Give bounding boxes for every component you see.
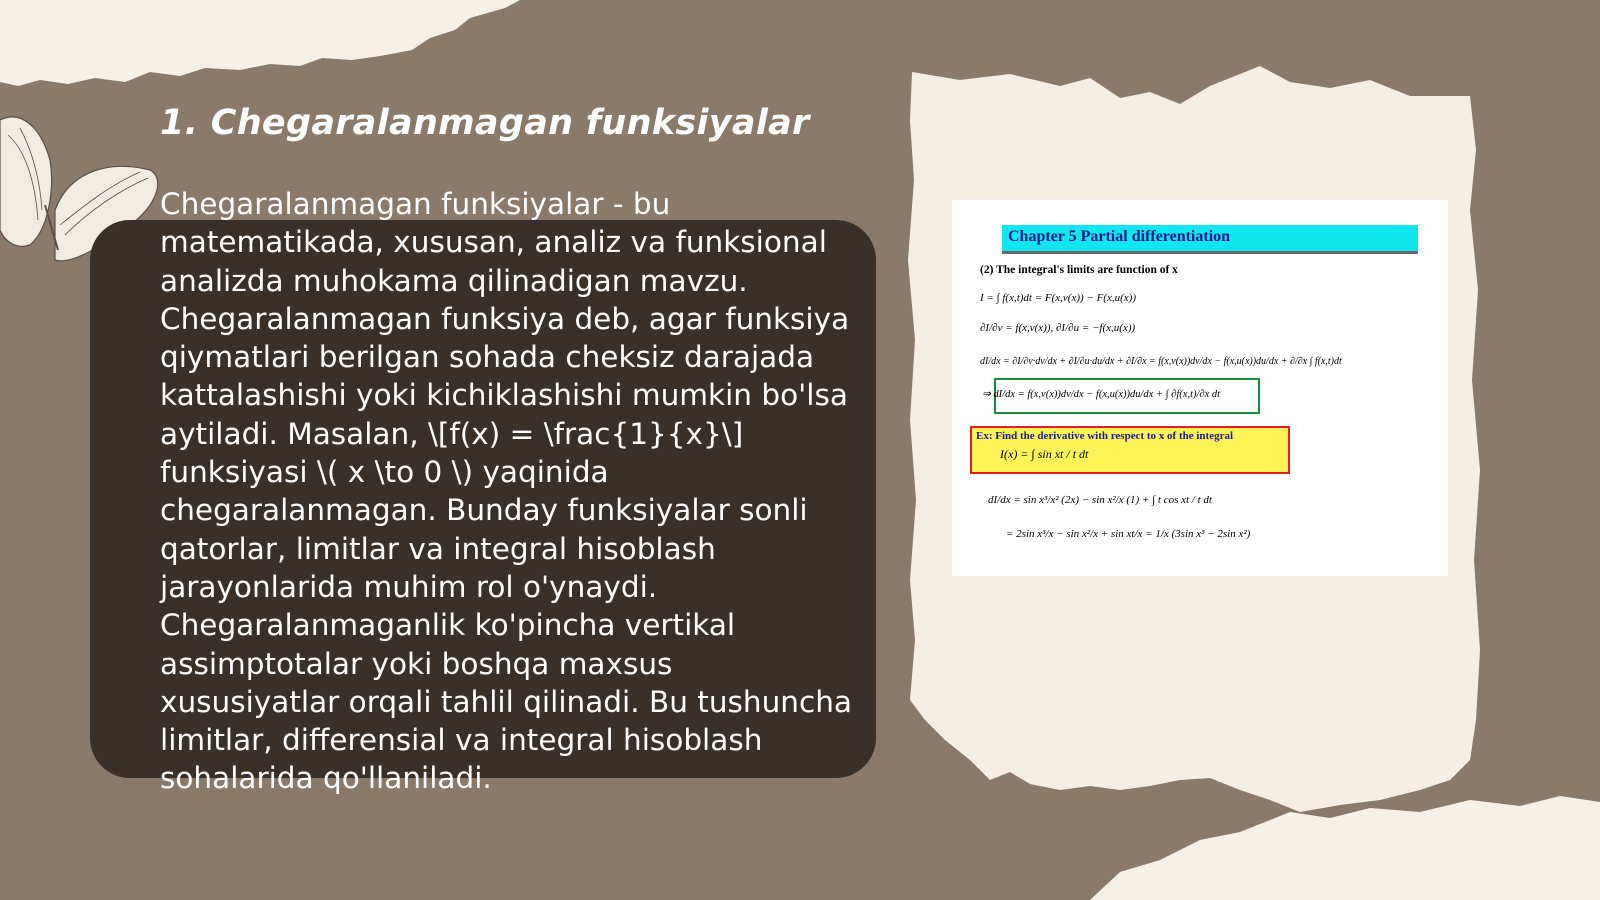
chapter-title: Chapter 5 Partial differentiation bbox=[1008, 228, 1231, 245]
chapter-banner bbox=[1002, 225, 1418, 254]
solution-line-1: dI/dx = sin x³/x² (2x) − sin x²/x (1) + ∫ t cos xt / t dt bbox=[988, 494, 1212, 506]
solution-line-2: = 2sin x³/x − sin x²/x + sin xt/x = 1/x (3sin x³ − 2sin x²) bbox=[1006, 528, 1251, 540]
equation-4: ⇒ dI/dx = f(x,v(x))dv/dx − f(x,u(x))du/dx + ∫ ∂f(x,t)/∂x dt bbox=[982, 389, 1221, 400]
example-equation: I(x) = ∫ sin xt / t dt bbox=[1000, 447, 1089, 461]
example-box bbox=[970, 426, 1290, 474]
equation-2: ∂I/∂v = f(x,v(x)), ∂I/∂u = −f(x,u(x)) bbox=[980, 322, 1136, 334]
equation-3: dI/dx = ∂I/∂v·dv/dx + ∂I/∂u·du/dx + ∂I/∂x = f(x,v(x))dv/dx − f(x,u(x))du/dx + ∂/∂x ∫ f(x,t)dt bbox=[980, 356, 1342, 367]
math-slide-image bbox=[952, 200, 1448, 576]
slide-body-text: Chegaralanmagan funksiyalar - bu matematikada, xususan, analiz va funksional analizda muhokama qilinadigan mavzu. Chegaralanmagan funksiya deb, agar funksiya qiymatlari berilgan sohada cheksiz darajada kattalashishi yoki kichiklashishi mumkin bo'lsa aytiladi. Masalan, \[f(x) = \frac{1}{x}\] funksiyasi \( x \to 0 \) yaqinida chegaralanmagan. Bunday funksiyalar sonli qatorlar, limitlar va integral hisoblash jarayonlarida muhim rol o'ynaydi. Chegaralanmaganlik ko'pincha vertikal assimptotalar yoki boshqa maxsus xususiyatlar orqali tahlil qilinadi. Bu tushuncha limitlar, differensial va integral hisoblash sohalarida qo'llaniladi. bbox=[160, 187, 852, 796]
equation-1: I = ∫ f(x,t)dt = F(x,v(x)) − F(x,u(x)) bbox=[980, 292, 1136, 304]
example-label: Ex: Find the derivative with respect to x of the integral bbox=[976, 430, 1234, 442]
figure-subtitle: (2) The integral's limits are function of x bbox=[980, 264, 1178, 276]
slide-title: 1. Chegaralanmagan funksiyalar bbox=[160, 103, 810, 143]
